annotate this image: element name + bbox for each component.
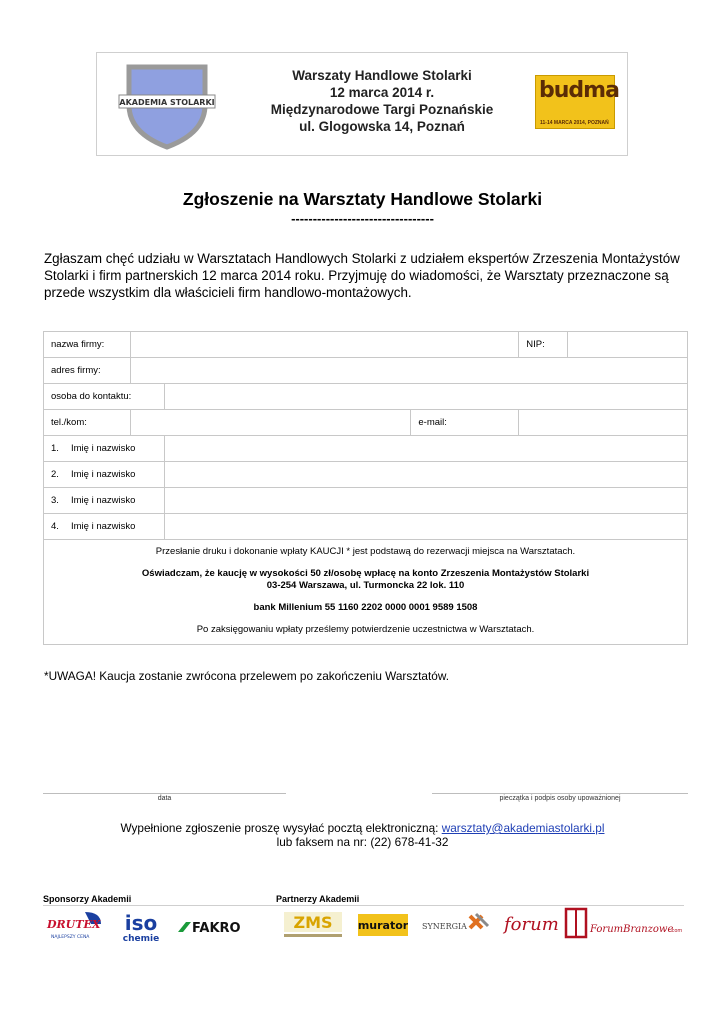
participant-field-2[interactable] — [164, 462, 687, 488]
company-label: nazwa firmy: — [44, 332, 131, 358]
fakro-logo — [178, 918, 254, 936]
forum-branzowe-word: ForumBranzowe — [590, 924, 674, 935]
banner-text — [257, 67, 507, 135]
phone-field[interactable] — [130, 410, 410, 436]
participant-label-text: Imię i nazwisko — [71, 521, 136, 532]
contact-info — [0, 821, 725, 849]
contact-email-link[interactable]: warsztaty@akademiastolarki.pl — [441, 821, 605, 835]
participant-field-1[interactable] — [164, 436, 687, 462]
registration-form — [43, 331, 688, 645]
email-label: e-mail: — [411, 410, 519, 436]
banner-line-4: ul. Glogowska 14, Poznań — [299, 119, 465, 134]
iso-chemie-logo — [118, 908, 164, 944]
forum-branzowe-logo — [564, 906, 684, 940]
signature-label: pieczątka i podpis osoby upoważnionej — [499, 795, 621, 802]
contact-row — [44, 384, 688, 410]
murator-logo — [358, 914, 408, 936]
synergia-word: SYNERGIA — [422, 922, 467, 931]
participant-number: 3. — [51, 495, 59, 506]
company-field[interactable] — [130, 332, 518, 358]
participant-label-text: Imię i nazwisko — [71, 443, 136, 454]
budma-logo — [535, 75, 619, 129]
info-bank-account: bank Millenium 55 1160 2202 0000 0001 9589 1508 — [253, 602, 478, 613]
intro-paragraph: Zgłaszam chęć udziału w Warsztatach Handlowych Stolarki z udziałem ekspertów Zrzeszenia Montażystów Stolarki i firm partnerskich 12 marca 2014 roku. Przyjmuję do wiadomości, że Warsztaty przeznaczone są przede wszystkim dla właścicieli firm handlowo-montażowych. — [44, 251, 680, 300]
contact-person-field[interactable] — [164, 384, 687, 410]
phone-label: tel./kom: — [44, 410, 131, 436]
address-field[interactable] — [130, 358, 687, 384]
participant-row-4 — [44, 514, 688, 540]
participant-field-4[interactable] — [164, 514, 687, 540]
participant-label — [44, 514, 165, 540]
participant-label — [44, 436, 165, 462]
banner-line-2: 12 marca 2014 r. — [329, 85, 435, 100]
fakro-word: FAKRO — [192, 921, 241, 936]
banner-line-3: Międzynarodowe Targi Poznańskie — [270, 102, 494, 117]
forum-word: forum — [504, 914, 559, 935]
nip-label: NIP: — [519, 332, 568, 358]
email-field[interactable] — [519, 410, 688, 436]
akademia-stolarki-logo — [115, 59, 219, 151]
participant-number: 1. — [51, 443, 59, 454]
info-address: 03-254 Warszawa, ul. Turmoncka 22 lok. 110 — [266, 580, 465, 591]
participant-row-2 — [44, 462, 688, 488]
nip-field[interactable] — [568, 332, 688, 358]
title-underline: --------------------------------- — [291, 211, 434, 226]
budma-word: budma — [539, 78, 619, 103]
zms-word: ZMS — [293, 913, 333, 932]
banner-line-1: Warszaty Handlowe Stolarki — [292, 68, 472, 83]
drutex-logo — [45, 910, 105, 942]
participant-row-1 — [44, 436, 688, 462]
participant-row-3 — [44, 488, 688, 514]
info-deposit: Oświadczam, że kaucję w wysokości 50 zł/osobę wpłacę na konto Zrzeszenia Montażystów Stolarki — [141, 568, 590, 579]
zms-logo — [280, 910, 346, 940]
page-title: Zgłoszenie na Warsztaty Handlowe Stolarki — [182, 189, 543, 209]
synergia-logo — [420, 912, 492, 938]
info-confirmation: Po zaksięgowaniu wpłaty prześlemy potwierdzenie uczestnictwa w Warsztatach. — [196, 624, 535, 635]
contact-fax: lub faksem na nr: (22) 678-41-32 — [276, 835, 449, 849]
company-row — [44, 332, 688, 358]
address-row — [44, 358, 688, 384]
participant-label-text: Imię i nazwisko — [71, 469, 136, 480]
participant-field-3[interactable] — [164, 488, 687, 514]
participant-number: 4. — [51, 521, 59, 532]
drutex-word: DRUTEX — [47, 918, 101, 931]
info-row — [44, 540, 688, 645]
participant-label-text: Imię i nazwisko — [71, 495, 136, 506]
iso-sub: chemie — [122, 934, 160, 944]
murator-word: murator — [358, 919, 408, 932]
payment-info — [44, 540, 688, 645]
forum-branzowe-suffix: .com — [670, 928, 683, 934]
budma-date: 11-14 MARCA 2014, POZNAŃ — [540, 120, 609, 126]
participant-label — [44, 462, 165, 488]
contact-prefix: Wypełnione zgłoszenie proszę wysyłać pocztą elektroniczną: — [120, 821, 442, 835]
date-line — [43, 793, 286, 794]
drutex-sub: NAJLEPSZY CENA — [51, 935, 90, 940]
contact-person-label: osoba do kontaktu: — [44, 384, 165, 410]
signature-line — [432, 793, 688, 794]
iso-word: iso — [124, 911, 158, 935]
sponsors-heading: Sponsorzy Akademii — [43, 894, 132, 904]
forum-logo — [502, 908, 560, 938]
phone-email-row — [44, 410, 688, 436]
deposit-note: *UWAGA! Kaucja zostanie zwrócona przelewem po zakończeniu Warsztatów. — [44, 669, 449, 683]
date-label: data — [157, 795, 172, 802]
address-label: adres firmy: — [44, 358, 131, 384]
participant-number: 2. — [51, 469, 59, 480]
participant-label — [44, 488, 165, 514]
header-banner — [96, 52, 628, 156]
info-reservation: Przesłanie druku i dokonanie wpłaty KAUCJI * jest podstawą do rezerwacji miejsca na Warsztatach. — [155, 546, 576, 557]
partners-heading: Partnerzy Akademii — [276, 894, 360, 904]
shield-text: AKADEMIA STOLARKI — [119, 98, 215, 107]
